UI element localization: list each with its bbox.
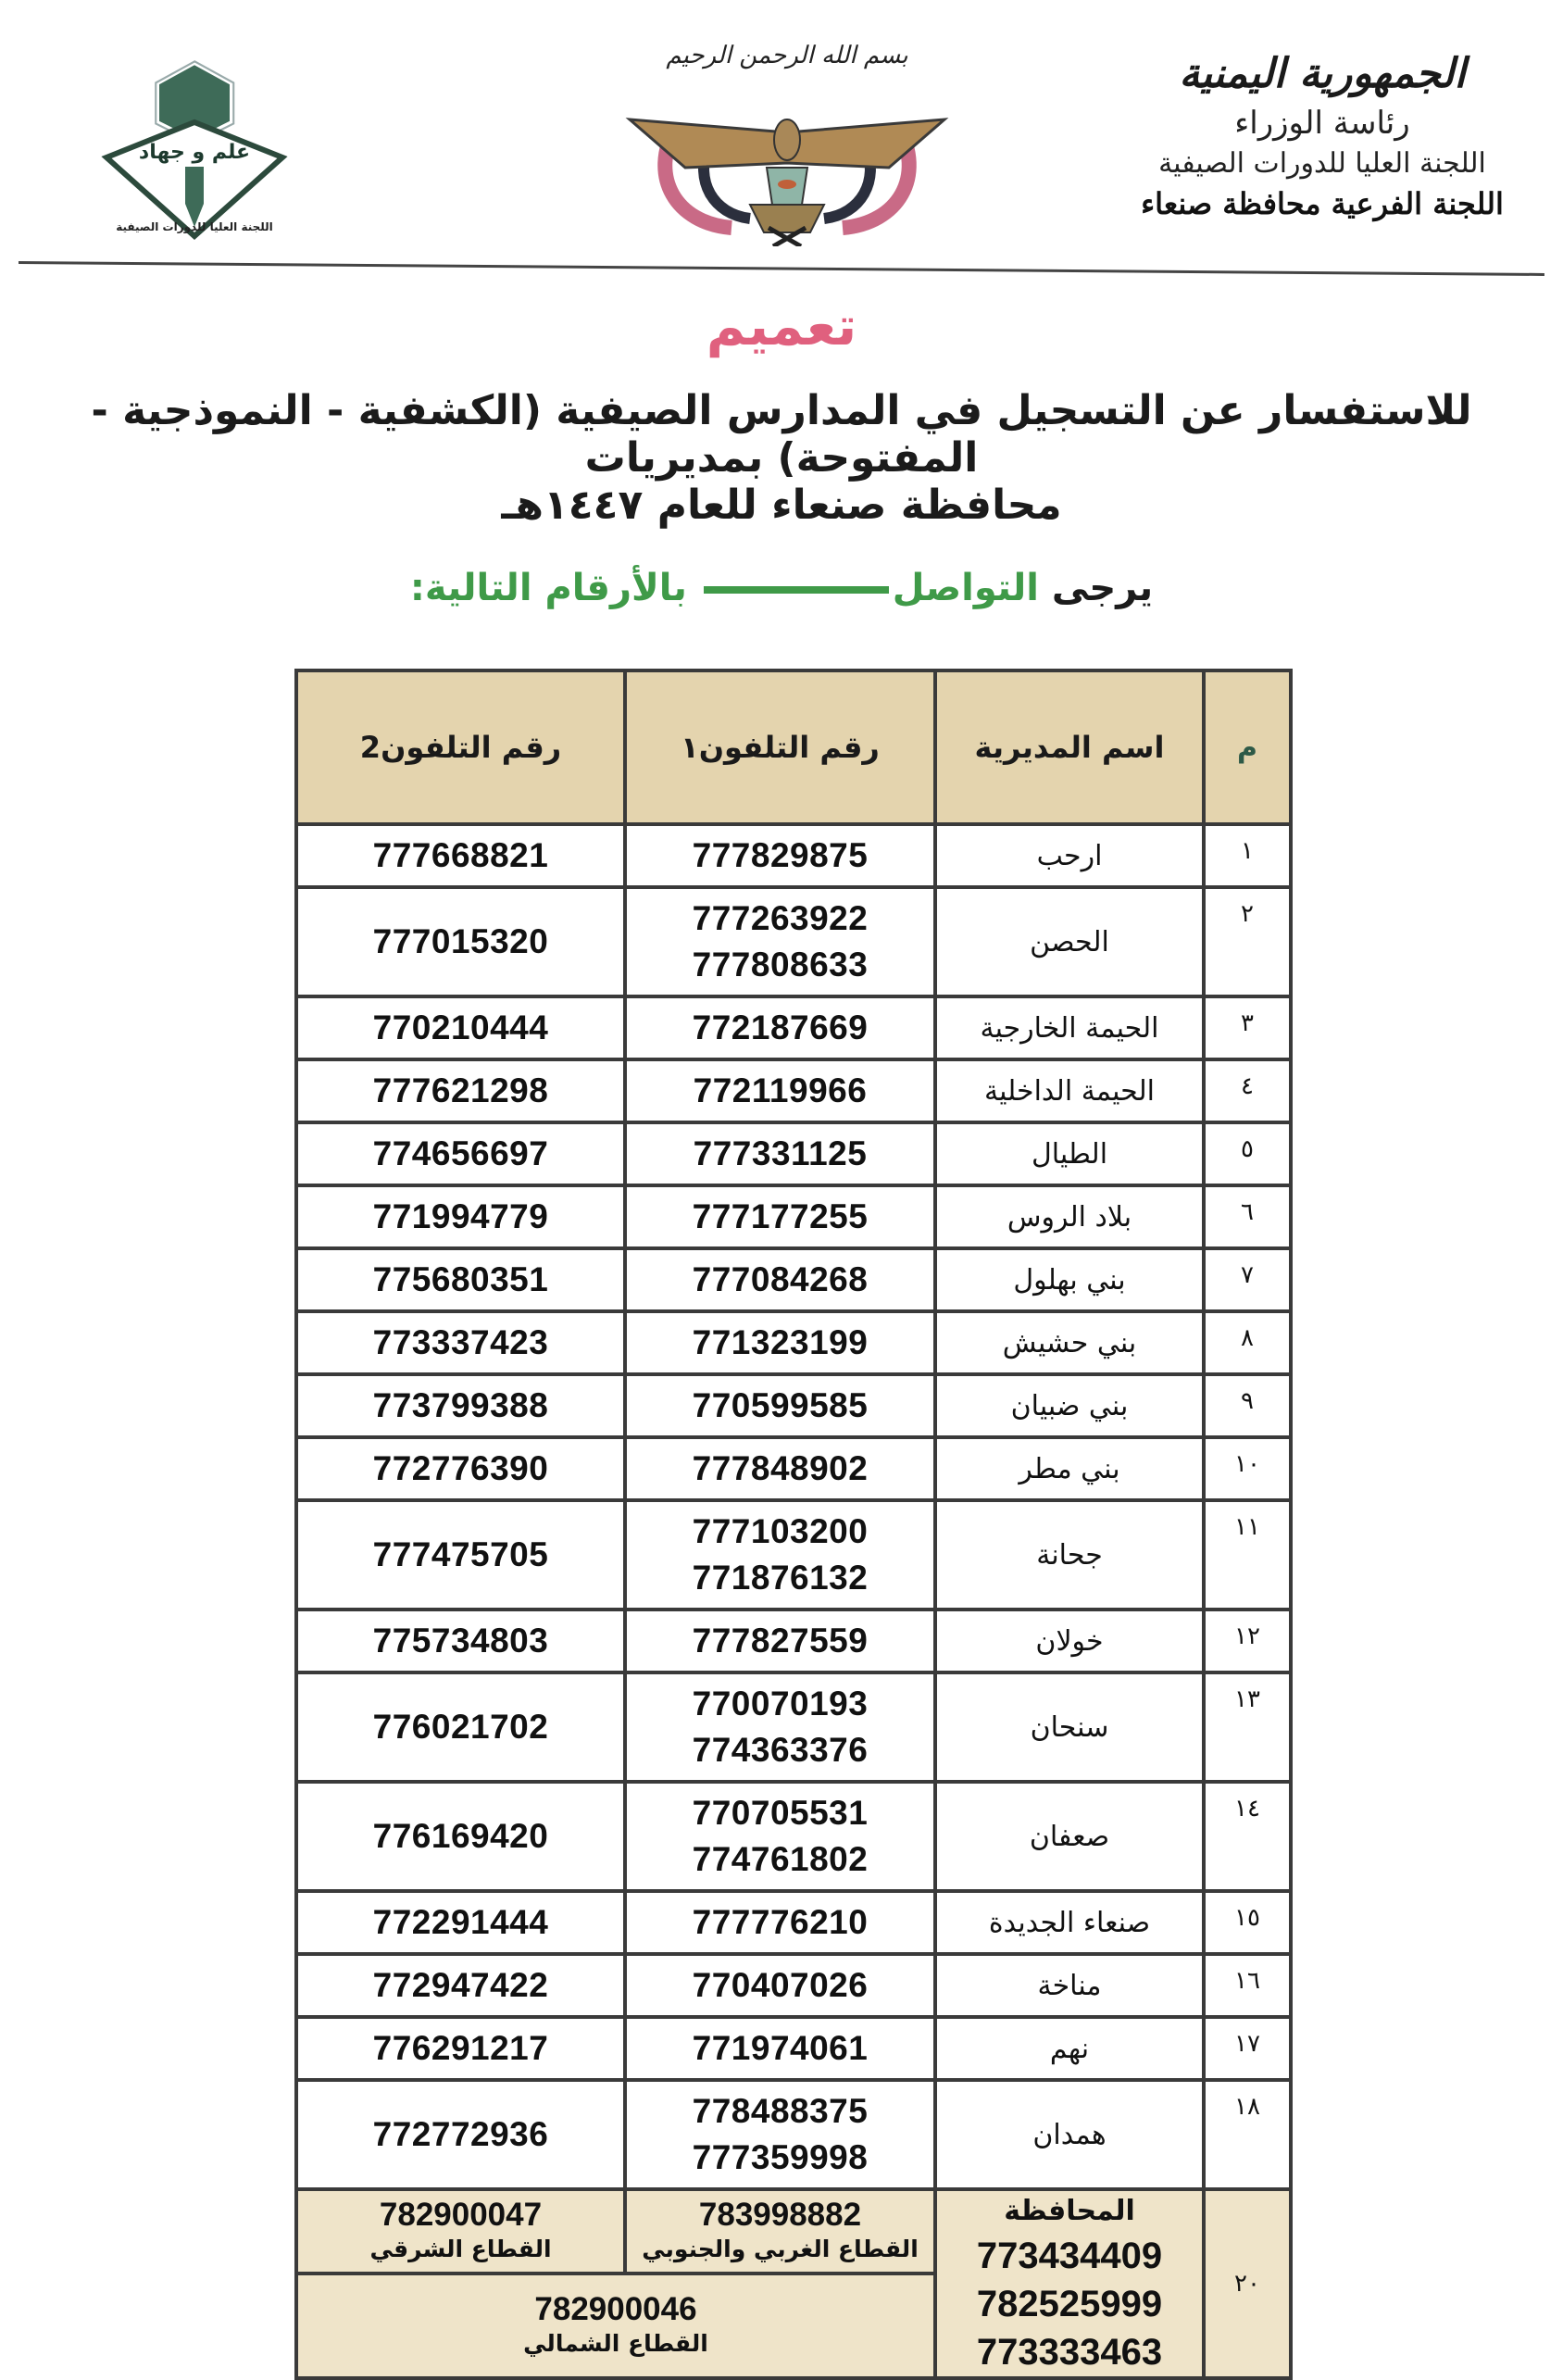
phone1-cell (625, 2080, 935, 2189)
row-number: ١٤ (1204, 1782, 1291, 1891)
district-name: بني حشيش (935, 1311, 1204, 1374)
row-number: ٧ (1204, 1248, 1291, 1311)
phone2-number[interactable]: 777015320 (296, 887, 625, 996)
basmala-text: بسم الله الرحمن الرحيم (666, 42, 908, 69)
district-name: الطيال (935, 1122, 1204, 1185)
table-row (296, 1954, 1291, 2017)
row-number: ٣ (1204, 996, 1291, 1059)
notice-subtitle-line1: للاستفسار عن التسجيل في المدارس الصيفية (الكشفية - النموذجية - المفتوحة) بمديريات (91, 387, 1472, 482)
district-name: همدان (935, 2080, 1204, 2189)
table-row (296, 1374, 1291, 1437)
row-number: ٢ (1204, 887, 1291, 996)
header-num: م (1204, 670, 1291, 824)
row-number: ١٨ (1204, 2080, 1291, 2189)
table-row (296, 887, 1291, 996)
phone2-number[interactable]: 777475705 (296, 1500, 625, 1610)
west-south-sector-phone[interactable]: 783998882 (698, 2197, 862, 2234)
table-row (296, 996, 1291, 1059)
table-row (296, 1122, 1291, 1185)
contact-word: التواصل (892, 567, 1039, 609)
district-name: جحانة (935, 1500, 1204, 1610)
phone1-number[interactable]: 770070193 (692, 1685, 869, 1722)
notice-title: تعميم (706, 294, 857, 357)
row-number: ٤ (1204, 1059, 1291, 1122)
district-name: بلاد الروس (935, 1185, 1204, 1248)
phone1-number[interactable]: 771974061 (692, 2029, 869, 2067)
phone1-number[interactable]: 777359998 (692, 2138, 869, 2176)
table-row (296, 2080, 1291, 2189)
phone2-number[interactable]: 773337423 (296, 1311, 625, 1374)
tatweel-stroke (704, 586, 889, 594)
district-name: بني ضبيان (935, 1374, 1204, 1437)
phone1-number[interactable]: 778488375 (692, 2092, 869, 2130)
phone2-number[interactable]: 772947422 (296, 1954, 625, 2017)
row-number: ١٥ (1204, 1891, 1291, 1954)
phone1-cell (625, 1782, 935, 1891)
north-sector-cell (296, 2274, 935, 2378)
phone1-number[interactable]: 777776210 (692, 1903, 869, 1941)
national-emblem (611, 42, 963, 241)
phone1-number[interactable]: 772187669 (692, 1008, 869, 1046)
phone1-cell (625, 887, 935, 996)
phone1-number[interactable]: 774363376 (692, 1731, 869, 1769)
phone1-cell (625, 996, 935, 1059)
phone2-number[interactable]: 775680351 (296, 1248, 625, 1311)
district-name: الحيمة الخارجية (935, 996, 1204, 1059)
phone1-cell (625, 2017, 935, 2080)
district-name: سنحان (935, 1672, 1204, 1782)
table-row (296, 1437, 1291, 1500)
row-number: ١٣ (1204, 1672, 1291, 1782)
header-district: اسم المديرية (935, 670, 1204, 824)
phone1-number[interactable]: 777084268 (692, 1260, 869, 1298)
phone1-number[interactable]: 770407026 (692, 1966, 869, 2004)
phone2-number[interactable]: 777668821 (296, 824, 625, 887)
phone1-number[interactable]: 777827559 (692, 1622, 869, 1660)
row-number: ٩ (1204, 1374, 1291, 1437)
district-name: ارحب (935, 824, 1204, 887)
phone1-cell (625, 1122, 935, 1185)
row-number: ٦ (1204, 1185, 1291, 1248)
table-row (296, 1891, 1291, 1954)
phone1-cell (625, 1954, 935, 2017)
sub-committee-name: اللجنة الفرعية محافظة صنعاء (1141, 186, 1504, 221)
east-sector-label: القطاع الشرقي (369, 2236, 552, 2263)
contact-instruction (0, 567, 1563, 609)
phone1-number[interactable]: 777177255 (692, 1197, 869, 1235)
logo-caption: اللجنة العليا للدورات الصيفية (116, 220, 273, 233)
district-name: خولان (935, 1610, 1204, 1672)
district-name: بني بهلول (935, 1248, 1204, 1311)
phone1-cell (625, 1500, 935, 1610)
row-number: ٨ (1204, 1311, 1291, 1374)
header-phone2: رقم التلفون2 (296, 670, 625, 824)
governorate-cell (935, 2189, 1204, 2378)
phone1-number[interactable]: 770599585 (692, 1386, 869, 1424)
north-sector-phone[interactable]: 782900046 (534, 2291, 697, 2328)
table-row (296, 1185, 1291, 1248)
row-number: ١٠ (1204, 1437, 1291, 1500)
phone1-number[interactable]: 777808633 (692, 946, 869, 983)
row-number: ٥ (1204, 1122, 1291, 1185)
phone2-number[interactable]: 774656697 (296, 1122, 625, 1185)
table-row (296, 1782, 1291, 1891)
district-name: بني مطر (935, 1437, 1204, 1500)
footer-num (1204, 2189, 1291, 2378)
phone1-cell (625, 1672, 935, 1782)
phone1-number[interactable]: 777103200 (692, 1512, 869, 1550)
table-row (296, 2017, 1291, 2080)
phone1-number[interactable]: 777331125 (693, 1134, 868, 1172)
table-row (296, 1311, 1291, 1374)
phone1-cell (625, 1891, 935, 1954)
west-south-sector-label: القطاع الغربي والجنوبي (642, 2236, 919, 2263)
east-sector-cell (296, 2189, 625, 2274)
governorate-row-top (296, 2189, 1291, 2274)
district-name: صعفان (935, 1782, 1204, 1891)
phone2-number[interactable]: 777621298 (296, 1059, 625, 1122)
logo-text: علم و جهاد (138, 141, 251, 164)
phone2-number[interactable]: 776291217 (296, 2017, 625, 2080)
district-name: الحصن (935, 887, 1204, 996)
phone1-number[interactable]: 774761802 (692, 1840, 869, 1878)
country-name: الجمهورية اليمنية (1179, 50, 1466, 97)
table-row (296, 1672, 1291, 1782)
governorate-phone[interactable]: 773434409 (976, 2236, 1163, 2276)
phone1-number[interactable]: 771876132 (692, 1559, 869, 1597)
row-number: ١٢ (1204, 1610, 1291, 1672)
contact-prefix: يرجى (1051, 567, 1154, 609)
table-header-row (296, 670, 1291, 824)
phone2-number[interactable]: 776021702 (296, 1672, 625, 1782)
table-row (296, 824, 1291, 887)
committee-name: اللجنة العليا للدورات الصيفية (1158, 147, 1486, 180)
east-sector-phone[interactable]: 782900047 (379, 2197, 543, 2234)
phone1-cell (625, 1311, 935, 1374)
letterhead (1119, 46, 1526, 224)
governorate-phone[interactable]: 782525999 (976, 2284, 1163, 2324)
footer-num-text: ٢٠ (1234, 2270, 1260, 2298)
phone1-number[interactable]: 777263922 (692, 899, 869, 937)
governorate-phone[interactable]: 773333463 (976, 2332, 1163, 2373)
phone1-number[interactable]: 777848902 (692, 1449, 869, 1487)
phone2-number[interactable]: 772776390 (296, 1437, 625, 1500)
contact-suffix: بالأرقام التالية: (409, 567, 687, 609)
ministry-name: رئاسة الوزراء (1234, 105, 1410, 142)
row-number: ١٦ (1204, 1954, 1291, 2017)
west-south-sector-cell (625, 2189, 935, 2274)
phone1-cell (625, 1059, 935, 1122)
directorates-table-wrapper (294, 669, 1289, 2380)
phone1-cell (625, 1185, 935, 1248)
table-row (296, 1500, 1291, 1610)
eagle-emblem-icon (611, 75, 963, 246)
table-row (296, 1610, 1291, 1672)
phone1-cell (625, 1437, 935, 1500)
district-name: نهم (935, 2017, 1204, 2080)
phone1-number[interactable]: 777829875 (692, 836, 869, 874)
row-number: ١ (1204, 824, 1291, 887)
district-name: صنعاء الجديدة (935, 1891, 1204, 1954)
phone2-number[interactable]: 770210444 (296, 996, 625, 1059)
phone2-number[interactable]: 771994779 (296, 1185, 625, 1248)
phone2-number[interactable]: 776169420 (296, 1782, 625, 1891)
north-sector-label: القطاع الشمالي (523, 2330, 708, 2358)
directorates-phone-table (294, 669, 1293, 2380)
row-number: ١١ (1204, 1500, 1291, 1610)
governorate-label: المحافظة (1004, 2195, 1135, 2227)
row-number: ١٧ (1204, 2017, 1291, 2080)
phone1-cell (625, 1610, 935, 1672)
notice-subtitle-line2: محافظة صنعاء للعام ١٤٤٧هـ (501, 482, 1062, 529)
header-phone1: رقم التلفون١ (625, 670, 935, 824)
phone1-cell (625, 1248, 935, 1311)
district-name: الحيمة الداخلية (935, 1059, 1204, 1122)
table-row (296, 1248, 1291, 1311)
phone2-number[interactable]: 773799388 (296, 1374, 625, 1437)
phone2-number[interactable]: 772291444 (296, 1891, 625, 1954)
summer-courses-logo (93, 56, 296, 241)
phone1-number[interactable]: 771323199 (692, 1323, 869, 1361)
district-name: مناخة (935, 1954, 1204, 2017)
phone1-cell (625, 1374, 935, 1437)
phone2-number[interactable]: 775734803 (296, 1610, 625, 1672)
phone1-cell (625, 824, 935, 887)
phone1-number[interactable]: 770705531 (692, 1794, 869, 1832)
phone2-number[interactable]: 772772936 (296, 2080, 625, 2189)
header-divider (19, 261, 1544, 276)
table-row (296, 1059, 1291, 1122)
phone1-number[interactable]: 772119966 (693, 1071, 868, 1109)
